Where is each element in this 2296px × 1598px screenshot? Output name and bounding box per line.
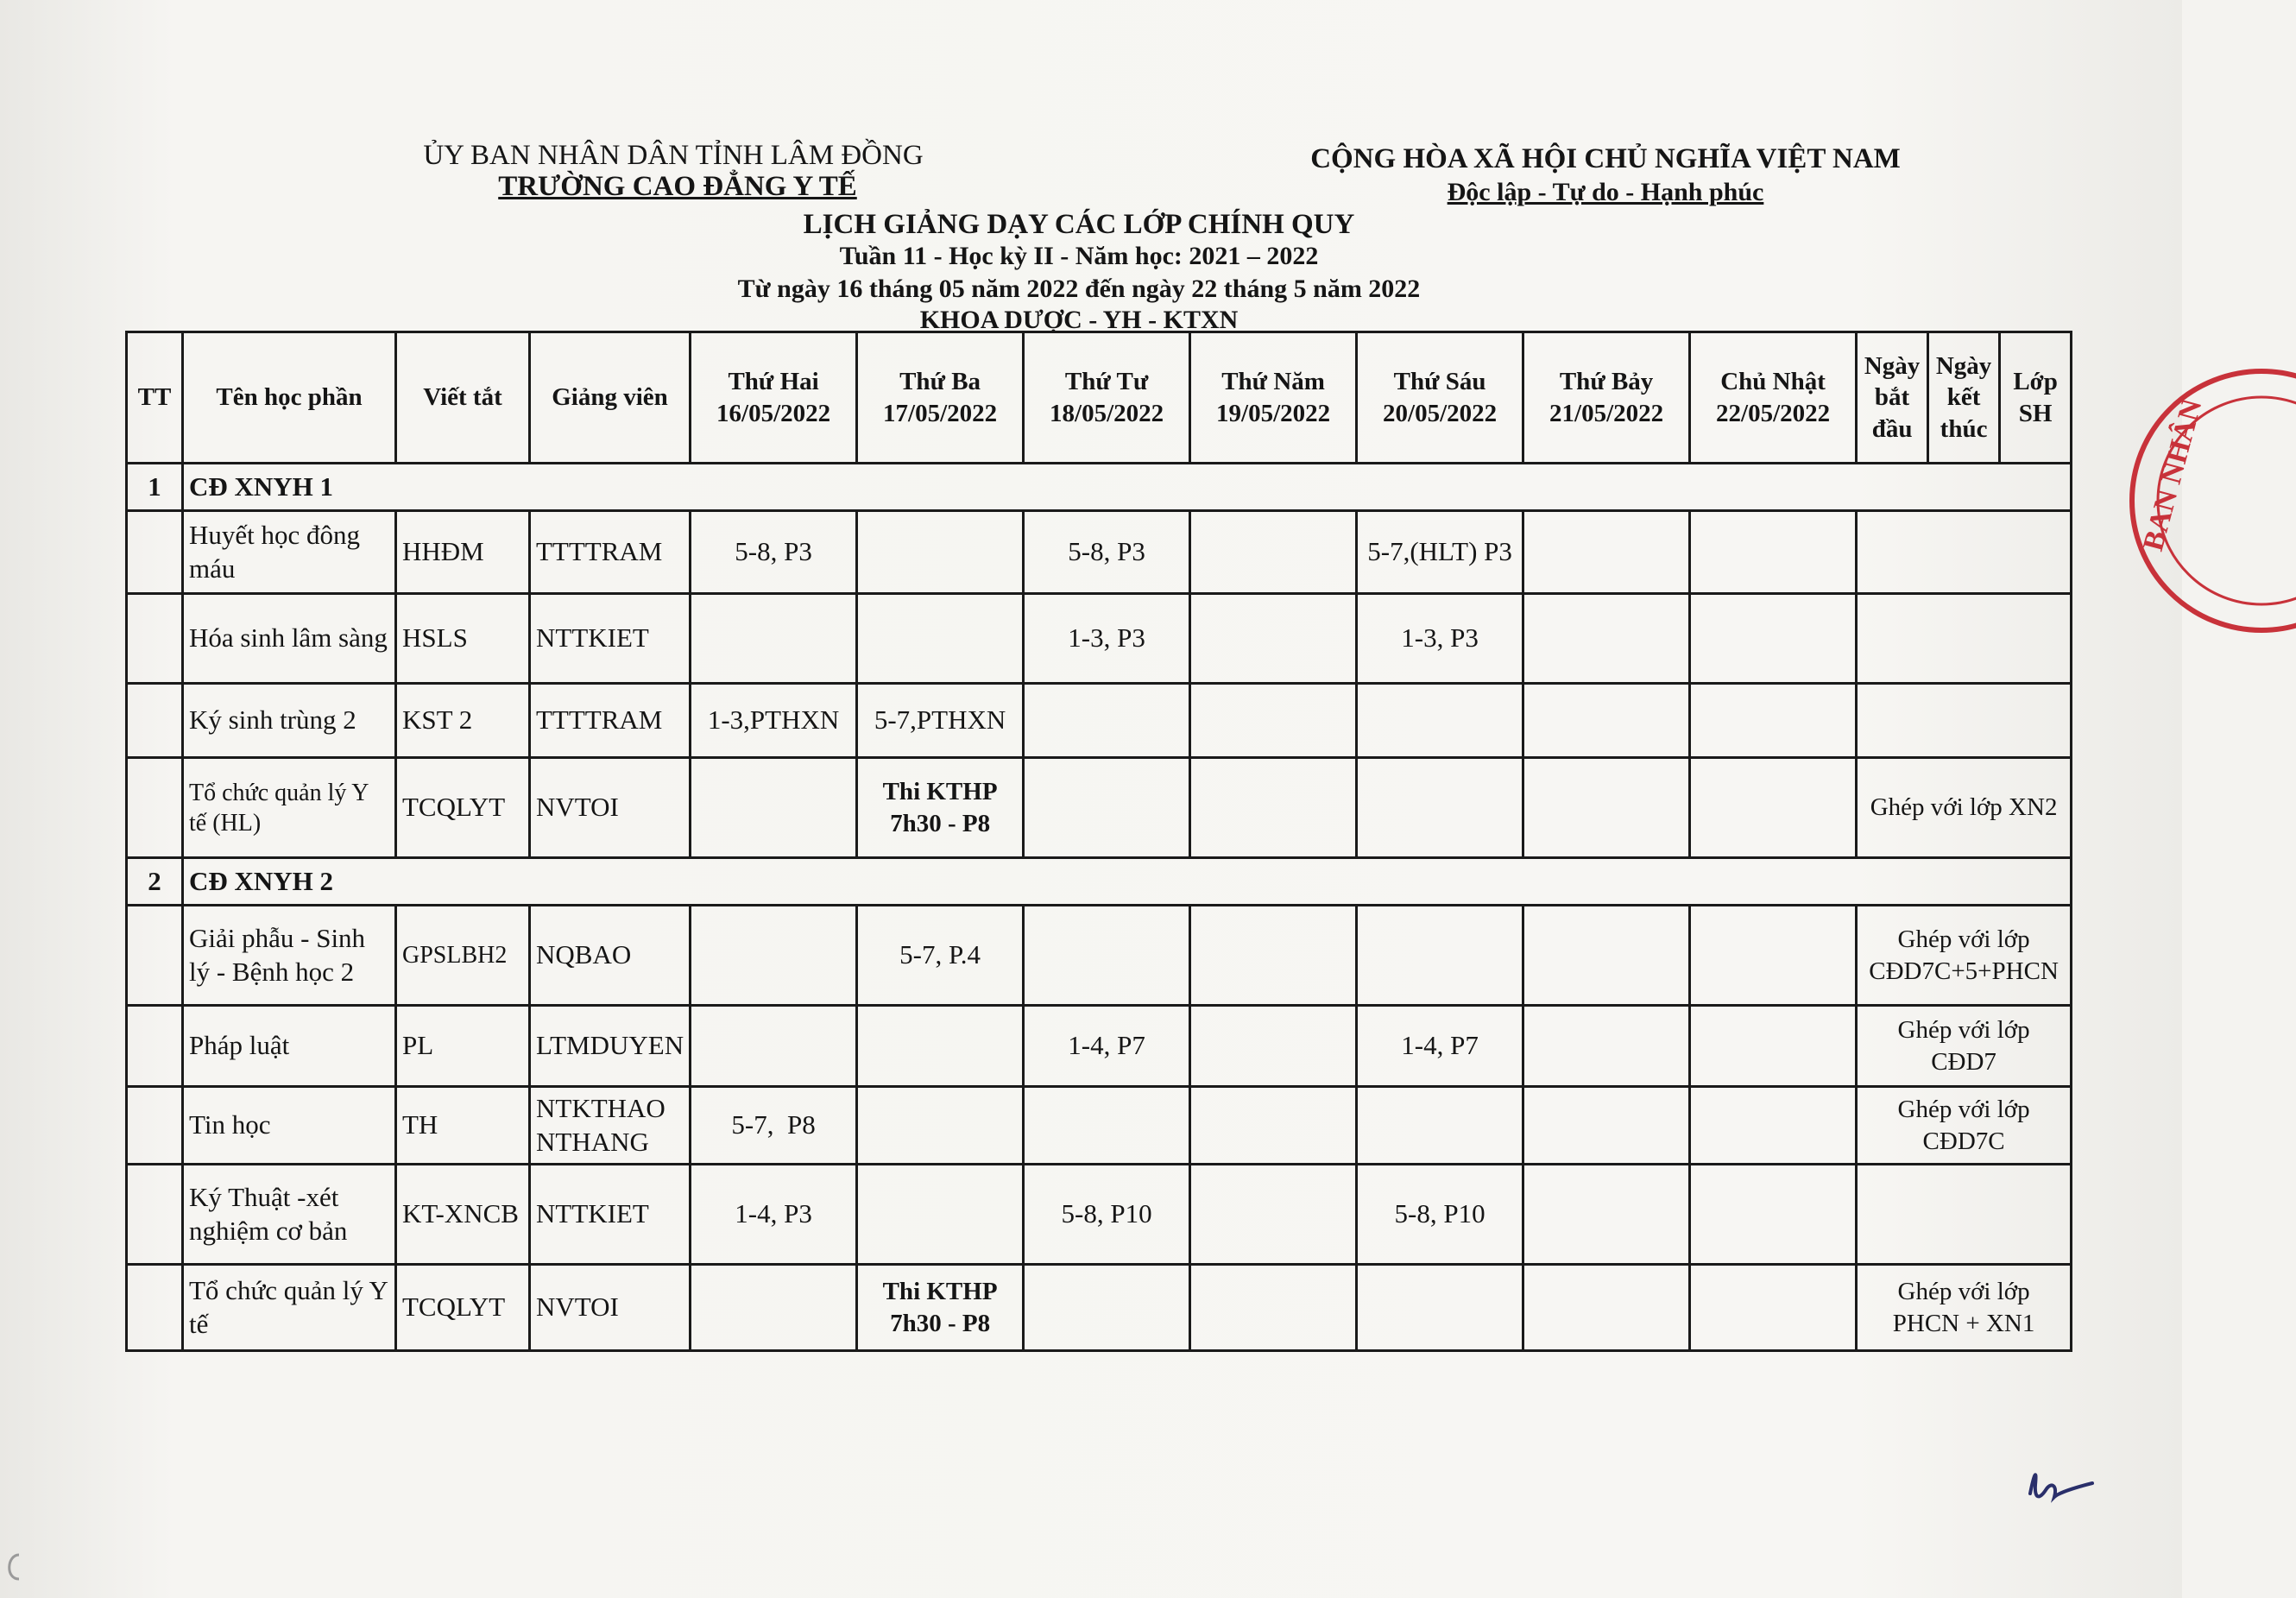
cell-sat (1523, 1265, 1690, 1351)
cell-fri (1357, 684, 1523, 758)
cell-sun (1690, 1087, 1857, 1165)
cell-fri (1357, 906, 1523, 1006)
course-name: Giải phẫu - Sinh lý - Bệnh học 2 (183, 906, 396, 1006)
start-label-2: bắt (1874, 383, 1910, 412)
thursday-date: 19/05/2022 (1216, 399, 1331, 427)
course-abbr: TCQLYT (396, 1265, 530, 1351)
lecturer: NQBAO (530, 906, 691, 1006)
official-stamp (2106, 371, 2296, 630)
table-row (127, 1087, 2072, 1165)
table-row (127, 594, 2072, 684)
cell-sat (1523, 684, 1690, 758)
lecturer-line-2: NTHANG (536, 1126, 649, 1157)
cell-thu (1190, 684, 1357, 758)
cell-thu (1190, 1006, 1357, 1087)
course-abbr: HSLS (396, 594, 530, 684)
note-line-2: CĐD7 (1931, 1047, 1996, 1076)
cell-sat (1523, 1006, 1690, 1087)
course-name: Huyết học đông máu (183, 511, 396, 594)
cell-tue (857, 1087, 1024, 1165)
monday-date: 16/05/2022 (716, 399, 831, 427)
cell-wed (1024, 684, 1190, 758)
lecturer: NVTOI (530, 758, 691, 858)
thursday-label: Thứ Năm (1221, 368, 1325, 396)
tuesday-date: 17/05/2022 (883, 399, 998, 427)
cell-mon: 1-4, P3 (691, 1165, 857, 1265)
header-end-date (1928, 332, 2000, 464)
wednesday-label: Thứ Tư (1064, 368, 1149, 396)
cell-wed (1024, 906, 1190, 1006)
saturday-date: 21/05/2022 (1549, 399, 1664, 427)
cell-thu (1190, 594, 1357, 684)
cell-fri (1357, 758, 1523, 858)
note-line-1: Ghép với lớp (1897, 1096, 2030, 1124)
cell-fri: 5-7,(HLT) P3 (1357, 511, 1523, 594)
document-subtitle: Tuần 11 - Học kỳ II - Năm học: 2021 – 2022 (839, 242, 1319, 270)
cell-sun (1690, 1006, 1857, 1087)
cell-wed: 5-8, P3 (1024, 511, 1190, 594)
cell-mon (691, 594, 857, 684)
header-class (2000, 332, 2072, 464)
start-label-1: Ngày (1864, 352, 1921, 381)
table-row (127, 1165, 2072, 1265)
start-label-3: đầu (1871, 414, 1913, 443)
cell-fri: 1-3, P3 (1357, 594, 1523, 684)
header-name: Tên học phần (183, 332, 396, 464)
header-saturday (1523, 332, 1690, 464)
course-name: Hóa sinh lâm sàng (183, 594, 396, 684)
cell-fri (1357, 1087, 1523, 1165)
cell-note (1857, 511, 2072, 594)
cell-fri (1357, 1265, 1523, 1351)
course-abbr: TH (396, 1087, 530, 1165)
header-friday (1357, 332, 1523, 464)
cell-thu (1190, 1165, 1357, 1265)
cell-mon (691, 1265, 857, 1351)
note-line-1: Ghép với lớp (1897, 1016, 2030, 1045)
lecturer (530, 1087, 691, 1165)
table-row (127, 906, 2072, 1006)
lecturer-line-1: NTKTHAO (536, 1092, 665, 1123)
cell-mon: 5-8, P3 (691, 511, 857, 594)
note-line-2: CĐD7C (1922, 1127, 2005, 1155)
org-line-2: TRƯỜNG CAO ĐẲNG Y TẾ (498, 171, 857, 202)
cell-sun (1690, 594, 1857, 684)
cell-note (1857, 1265, 2072, 1351)
friday-date: 20/05/2022 (1383, 399, 1498, 427)
exam-time: 7h30 - P8 (890, 809, 991, 837)
course-abbr: GPSLBH2 (396, 906, 530, 1006)
group-name: CĐ XNYH 2 (183, 858, 2072, 906)
cell-thu (1190, 1087, 1357, 1165)
note-line-2: PHCN + XN1 (1892, 1309, 2035, 1337)
header-start-date (1857, 332, 1928, 464)
table-row (127, 758, 2072, 858)
cell-thu (1190, 758, 1357, 858)
cell-mon: 1-3,PTHXN (691, 684, 857, 758)
table-row (127, 1265, 2072, 1351)
note-line-1: Ghép với lớp (1897, 1278, 2030, 1306)
cell-mon (691, 1006, 857, 1087)
cell-note: Ghép với lớp XN2 (1857, 758, 2072, 858)
header-lecturer: Giảng viên (530, 332, 691, 464)
cell-sun (1690, 758, 1857, 858)
group-name: CĐ XNYH 1 (183, 464, 2072, 511)
cell-wed (1024, 1087, 1190, 1165)
cell-mon (691, 758, 857, 858)
cell-sat (1523, 758, 1690, 858)
header-thursday (1190, 332, 1357, 464)
header-row (127, 332, 2072, 464)
course-abbr: PL (396, 1006, 530, 1087)
cell-thu (1190, 511, 1357, 594)
stamp-text: BAN NHÂN (2136, 395, 2209, 555)
cell-wed (1024, 758, 1190, 858)
course-name: Ký sinh trùng 2 (183, 684, 396, 758)
lecturer: LTMDUYEN (530, 1006, 691, 1087)
cell-tue (857, 594, 1024, 684)
cell-sun (1690, 684, 1857, 758)
cell-sun (1690, 1265, 1857, 1351)
cell-wed: 1-3, P3 (1024, 594, 1190, 684)
lecturer: NTTKIET (530, 1165, 691, 1265)
cell-wed: 1-4, P7 (1024, 1006, 1190, 1087)
lecturer: NTTKIET (530, 594, 691, 684)
date-range: Từ ngày 16 tháng 05 năm 2022 đến ngày 22 tháng 5 năm 2022 (737, 275, 1421, 303)
class-label-2: SH (2018, 399, 2053, 427)
header-tt: TT (127, 332, 183, 464)
end-label-1: Ngày (1935, 352, 1992, 381)
sunday-label: Chủ Nhật (1720, 368, 1826, 396)
signature-mark (2020, 1459, 2097, 1511)
course-name: Pháp luật (183, 1006, 396, 1087)
document-title: LỊCH GIẢNG DẠY CÁC LỚP CHÍNH QUY (803, 209, 1355, 240)
nation-line-1: CỘNG HÒA XÃ HỘI CHỦ NGHĨA VIỆT NAM (1310, 143, 1901, 174)
class-label-1: Lớp (2013, 368, 2058, 396)
course-name: Tin học (183, 1087, 396, 1165)
course-name: Tổ chức quản lý Y tế (HL) (183, 758, 396, 858)
sunday-date: 22/05/2022 (1716, 399, 1831, 427)
monday-label: Thứ Hai (728, 368, 819, 396)
header-wednesday (1024, 332, 1190, 464)
exam-label: Thi KTHP (882, 1278, 998, 1306)
lecturer: NVTOI (530, 1265, 691, 1351)
lecturer: TTTTRAM (530, 511, 691, 594)
cell-mon (691, 906, 857, 1006)
cell-sat (1523, 1165, 1690, 1265)
cell-thu (1190, 1265, 1357, 1351)
cell-wed (1024, 1265, 1190, 1351)
cell-fri: 1-4, P7 (1357, 1006, 1523, 1087)
table-row (127, 1006, 2072, 1087)
course-abbr: KT-XNCB (396, 1165, 530, 1265)
cell-wed: 5-8, P10 (1024, 1165, 1190, 1265)
header-sunday (1690, 332, 1857, 464)
cell-sun (1690, 906, 1857, 1006)
cell-tue (857, 1265, 1024, 1351)
exam-label: Thi KTHP (882, 778, 998, 806)
tuesday-label: Thứ Ba (899, 368, 981, 396)
end-label-3: thúc (1940, 414, 1988, 443)
header-abbr: Viết tắt (396, 332, 530, 464)
cell-thu (1190, 906, 1357, 1006)
cell-note (1857, 1165, 2072, 1265)
cell-sat (1523, 511, 1690, 594)
header-tuesday (857, 332, 1024, 464)
note-line-2: CĐD7C+5+PHCN (1869, 957, 2059, 985)
exam-time: 7h30 - P8 (890, 1309, 991, 1337)
org-line-1: ỦY BAN NHÂN DÂN TỈNH LÂM ĐỒNG (423, 140, 924, 171)
cell-sun (1690, 1165, 1857, 1265)
course-abbr: TCQLYT (396, 758, 530, 858)
cell-note (1857, 1006, 2072, 1087)
cell-tue (857, 511, 1024, 594)
cell-sat (1523, 906, 1690, 1006)
cell-tue (857, 1006, 1024, 1087)
course-abbr: HHĐM (396, 511, 530, 594)
page-edge-mark (0, 1550, 26, 1584)
cell-tue: 5-7,PTHXN (857, 684, 1024, 758)
nation-motto: Độc lập - Tự do - Hạnh phúc (1447, 178, 1764, 206)
cell-note (1857, 684, 2072, 758)
group-number: 1 (127, 464, 183, 511)
cell-sat (1523, 594, 1690, 684)
course-name: Tổ chức quản lý Y tế (183, 1265, 396, 1351)
note-line-1: Ghép với lớp (1897, 925, 2030, 954)
cell-tue (857, 758, 1024, 858)
cell-fri: 5-8, P10 (1357, 1165, 1523, 1265)
saturday-label: Thứ Bảy (1559, 368, 1654, 396)
schedule-table (125, 331, 2072, 1352)
group-row (127, 858, 2072, 906)
end-label-2: kết (1946, 383, 1981, 412)
cell-mon: 5-7, P8 (691, 1087, 857, 1165)
cell-note (1857, 1087, 2072, 1165)
cell-note (1857, 906, 2072, 1006)
group-row (127, 464, 2072, 511)
friday-label: Thứ Sáu (1393, 368, 1486, 396)
table-row (127, 684, 2072, 758)
cell-sun (1690, 511, 1857, 594)
course-name: Ký Thuật -xét nghiệm cơ bản (183, 1165, 396, 1265)
group-number: 2 (127, 858, 183, 906)
cell-sat (1523, 1087, 1690, 1165)
cell-note (1857, 594, 2072, 684)
course-abbr: KST 2 (396, 684, 530, 758)
lecturer: TTTTRAM (530, 684, 691, 758)
cell-tue: 5-7, P.4 (857, 906, 1024, 1006)
wednesday-date: 18/05/2022 (1050, 399, 1164, 427)
cell-tue (857, 1165, 1024, 1265)
header-monday (691, 332, 857, 464)
table-row (127, 511, 2072, 594)
department: KHOA DƯỢC - YH - KTXN (919, 306, 1239, 334)
